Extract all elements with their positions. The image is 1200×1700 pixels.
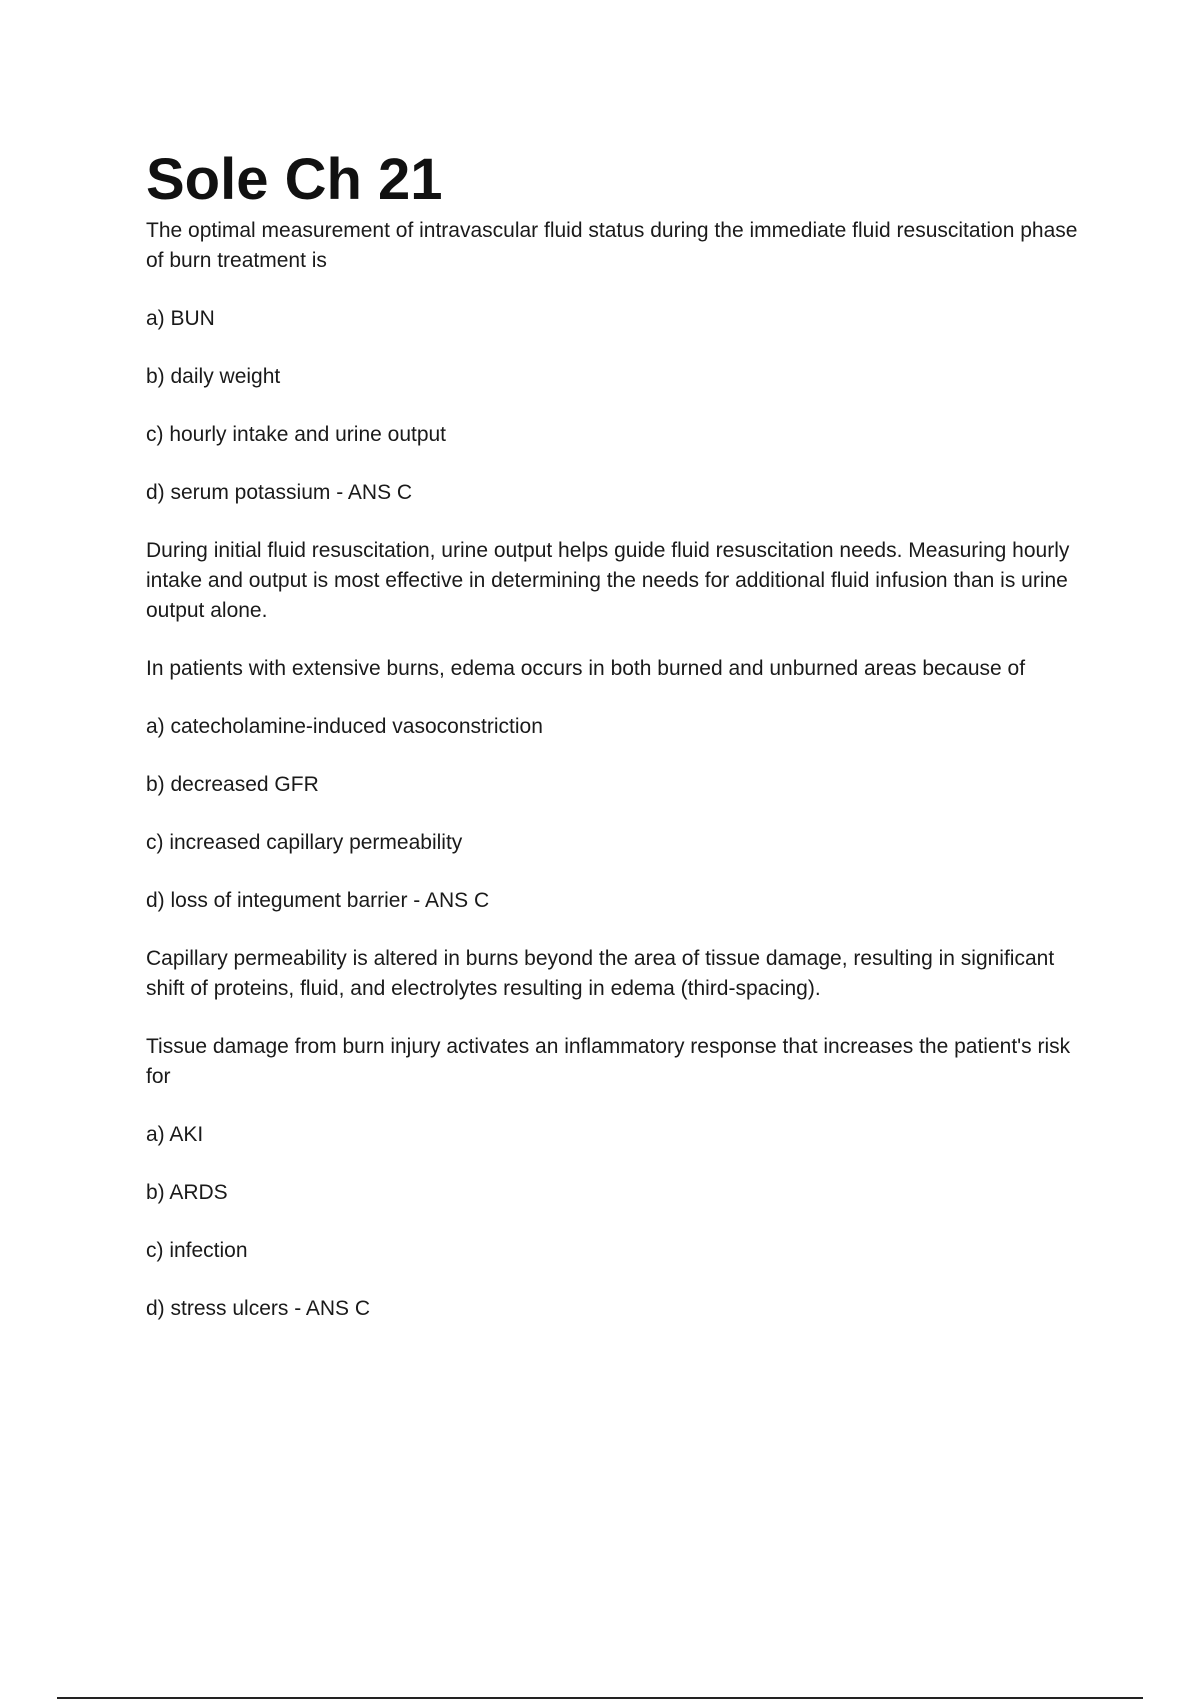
answer-option: b) decreased GFR xyxy=(146,773,319,796)
answer-option: a) AKI xyxy=(146,1123,204,1146)
answer-option: a) BUN xyxy=(146,307,215,330)
answer-option: c) hourly intake and urine output xyxy=(146,423,447,446)
question-block xyxy=(146,654,1096,1004)
question-stem: In patients with extensive burns, edema occurs in both burned and unburned areas because of xyxy=(146,657,1026,680)
answer-option: d) serum potassium - ANS C xyxy=(146,481,413,504)
footer-divider xyxy=(57,1697,1143,1699)
answer-option: c) increased capillary permeability xyxy=(146,831,463,854)
question-block xyxy=(146,216,1096,626)
question-stem: Tissue damage from burn injury activates an inflammatory response that increases the patient's risk for xyxy=(146,1035,1071,1088)
question-rationale: Capillary permeability is altered in burns beyond the area of tissue damage, resulting in significant shift of proteins, fluid, and electrolytes resulting in edema (third-spacing). xyxy=(146,947,1055,1000)
answer-option: d) stress ulcers - ANS C xyxy=(146,1297,371,1320)
question-block xyxy=(146,1032,1096,1324)
document-page xyxy=(146,146,1096,1352)
answer-option: c) infection xyxy=(146,1239,248,1262)
answer-option: d) loss of integument barrier - ANS C xyxy=(146,889,490,912)
question-rationale: During initial fluid resuscitation, urine output helps guide fluid resuscitation needs. Measuring hourly intake and output is most effective in determining the needs for additional fluid infusion than is urine output alone. xyxy=(146,539,1070,622)
answer-option: b) ARDS xyxy=(146,1181,228,1204)
question-stem: The optimal measurement of intravascular fluid status during the immediate fluid resuscitation phase of burn treatment is xyxy=(146,219,1078,272)
answer-option: b) daily weight xyxy=(146,365,281,388)
answer-option: a) catecholamine-induced vasoconstriction xyxy=(146,715,543,738)
page-title: Sole Ch 21 xyxy=(146,147,443,212)
